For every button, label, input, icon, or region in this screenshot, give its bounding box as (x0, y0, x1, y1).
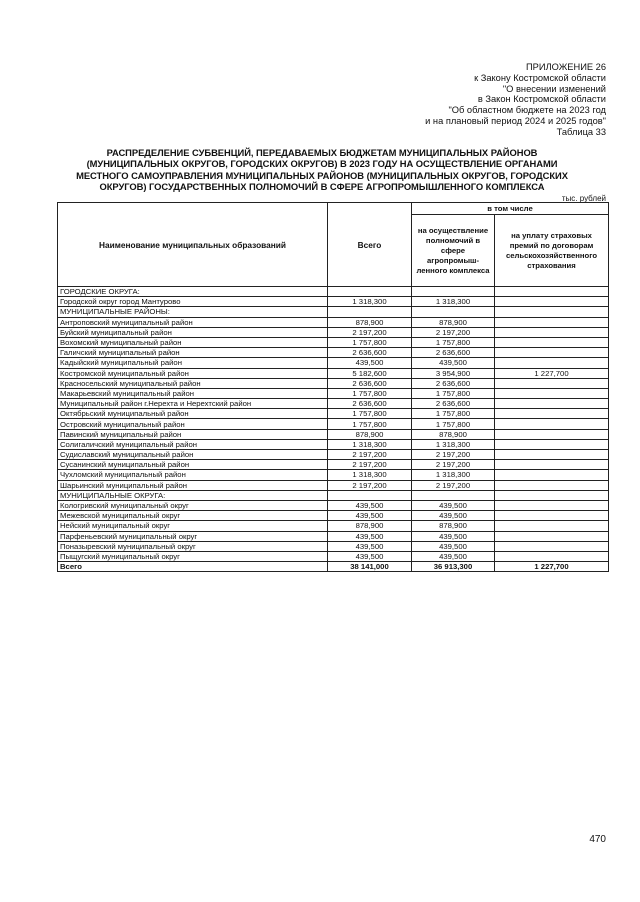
table-row (58, 287, 609, 297)
row-agro-powers (412, 307, 495, 317)
table-row (58, 409, 609, 419)
total-insurance: 1 227,700 (495, 562, 609, 572)
row-total: 439,500 (328, 541, 412, 551)
total-label: Всего (58, 562, 328, 572)
row-insurance: 1 227,700 (495, 368, 609, 378)
row-insurance (495, 409, 609, 419)
row-total: 439,500 (328, 358, 412, 368)
total-row (58, 562, 609, 572)
row-insurance (495, 470, 609, 480)
row-name: Межевской муниципальный округ (58, 511, 328, 521)
table-row (58, 388, 609, 398)
row-agro-powers (412, 287, 495, 297)
row-insurance (495, 480, 609, 490)
table-row (58, 337, 609, 347)
table-row (58, 541, 609, 551)
row-total: 1 757,800 (328, 388, 412, 398)
row-insurance (495, 511, 609, 521)
table-row (58, 490, 609, 500)
row-name: Чухломский муниципальный район (58, 470, 328, 480)
table-row (58, 307, 609, 317)
row-name: Сусанинский муниципальный район (58, 460, 328, 470)
row-insurance (495, 348, 609, 358)
table-row (58, 500, 609, 510)
row-agro-powers: 439,500 (412, 531, 495, 541)
row-total: 1 318,300 (328, 470, 412, 480)
row-agro-powers: 2 197,200 (412, 327, 495, 337)
row-insurance (495, 439, 609, 449)
row-total: 878,900 (328, 429, 412, 439)
appendix-line: в Закон Костромской области (477, 94, 606, 105)
row-agro-powers: 2 636,600 (412, 399, 495, 409)
row-name: Поназыревский муниципальный округ (58, 541, 328, 551)
table-row (58, 297, 609, 307)
row-insurance (495, 337, 609, 347)
table-row (58, 511, 609, 521)
row-total: 439,500 (328, 551, 412, 561)
row-name: Кадыйский муниципальный район (58, 358, 328, 368)
row-agro-powers: 2 197,200 (412, 450, 495, 460)
row-total (328, 307, 412, 317)
row-total (328, 490, 412, 500)
row-total: 5 182,600 (328, 368, 412, 378)
table-row (58, 348, 609, 358)
table-row (58, 480, 609, 490)
row-name: Костромской муниципальный район (58, 368, 328, 378)
row-agro-powers: 1 757,800 (412, 409, 495, 419)
row-name: МУНИЦИПАЛЬНЫЕ ОКРУГА: (58, 490, 328, 500)
row-total: 878,900 (328, 521, 412, 531)
row-name: Антроповский муниципальный район (58, 317, 328, 327)
table-number: Таблица 33 (556, 126, 606, 137)
row-name: Кологривский муниципальный округ (58, 500, 328, 510)
row-agro-powers: 878,900 (412, 317, 495, 327)
row-name: МУНИЦИПАЛЬНЫЕ РАЙОНЫ: (58, 307, 328, 317)
row-total: 1 318,300 (328, 297, 412, 307)
table-row (58, 439, 609, 449)
table-row (58, 531, 609, 541)
row-agro-powers (412, 490, 495, 500)
row-total (328, 287, 412, 297)
row-name: Шарьинский муниципальный район (58, 480, 328, 490)
total-agro-powers: 36 913,300 (412, 562, 495, 572)
row-insurance (495, 429, 609, 439)
row-insurance (495, 551, 609, 561)
table-row (58, 450, 609, 460)
row-agro-powers: 439,500 (412, 541, 495, 551)
table-row (58, 551, 609, 561)
row-total: 2 197,200 (328, 460, 412, 470)
row-insurance (495, 531, 609, 541)
table-row (58, 521, 609, 531)
table-row (58, 429, 609, 439)
row-agro-powers: 2 636,600 (412, 378, 495, 388)
header-agro-powers: на осуществление полномочий в сфере агропромыш-ленного комплекса (412, 215, 495, 287)
document-title (52, 147, 592, 193)
row-agro-powers: 1 318,300 (412, 297, 495, 307)
units-label: тыс. рублей (561, 194, 606, 203)
row-name: Пыщугский муниципальный округ (58, 551, 328, 561)
row-agro-powers: 2 197,200 (412, 480, 495, 490)
row-total: 1 318,300 (328, 439, 412, 449)
row-agro-powers: 2 197,200 (412, 460, 495, 470)
row-name: Макарьевский муниципальный район (58, 388, 328, 398)
appendix-line: и на плановый период 2024 и 2025 годов" (425, 115, 606, 126)
row-total: 2 636,600 (328, 348, 412, 358)
row-insurance (495, 419, 609, 429)
table-row (58, 368, 609, 378)
appendix-line: ПРИЛОЖЕНИЕ 26 (526, 62, 606, 72)
header-insurance: на уплату страховых премий по договорам сельскохозяйственного страхования (495, 215, 609, 287)
row-total: 439,500 (328, 531, 412, 541)
row-name: Парфеньевский муниципальный округ (58, 531, 328, 541)
row-insurance (495, 327, 609, 337)
row-name: Нейский муниципальный округ (58, 521, 328, 531)
row-agro-powers: 878,900 (412, 521, 495, 531)
row-total: 2 636,600 (328, 399, 412, 409)
row-insurance (495, 307, 609, 317)
row-insurance (495, 358, 609, 368)
row-name: ГОРОДСКИЕ ОКРУГА: (58, 287, 328, 297)
total-sum: 38 141,000 (328, 562, 412, 572)
row-name: Муниципальный район г.Нерехта и Нерехтский район (58, 399, 328, 409)
header-total: Всего (328, 203, 412, 287)
row-name: Буйский муниципальный район (58, 327, 328, 337)
row-name: Солигаличский муниципальный район (58, 439, 328, 449)
table-row (58, 460, 609, 470)
row-insurance (495, 460, 609, 470)
row-total: 2 197,200 (328, 450, 412, 460)
row-agro-powers: 1 318,300 (412, 470, 495, 480)
row-agro-powers: 1 757,800 (412, 419, 495, 429)
table-row (58, 317, 609, 327)
row-name: Павинский муниципальный район (58, 429, 328, 439)
title-line: МЕСТНОГО САМОУПРАВЛЕНИЯ МУНИЦИПАЛЬНЫХ РАЙОНОВ (МУНИЦИПАЛЬНЫХ ОКРУГОВ, ГОРОДСКИХ (76, 169, 568, 181)
table-body (58, 287, 609, 572)
row-insurance (495, 521, 609, 531)
row-insurance (495, 500, 609, 510)
row-agro-powers: 3 954,900 (412, 368, 495, 378)
row-insurance (495, 388, 609, 398)
row-agro-powers: 439,500 (412, 511, 495, 521)
row-insurance (495, 378, 609, 388)
row-total: 1 757,800 (328, 419, 412, 429)
table-row (58, 399, 609, 409)
row-total: 2 636,600 (328, 378, 412, 388)
appendix-line: "О внесении изменений (502, 83, 606, 94)
row-total: 439,500 (328, 500, 412, 510)
header-name: Наименование муниципальных образований (58, 203, 328, 287)
appendix-line: "Об областном бюджете на 2023 год (448, 105, 606, 116)
page-number: 470 (589, 834, 606, 845)
row-insurance (495, 297, 609, 307)
row-agro-powers: 1 757,800 (412, 388, 495, 398)
row-agro-powers: 878,900 (412, 429, 495, 439)
appendix-header (306, 62, 606, 138)
table-row (58, 470, 609, 480)
table-row (58, 358, 609, 368)
table-row (58, 327, 609, 337)
row-agro-powers: 1 318,300 (412, 439, 495, 449)
row-total: 2 197,200 (328, 327, 412, 337)
row-total: 878,900 (328, 317, 412, 327)
row-insurance (495, 399, 609, 409)
row-total: 2 197,200 (328, 480, 412, 490)
row-name: Красносельский муниципальный район (58, 378, 328, 388)
row-agro-powers: 2 636,600 (412, 348, 495, 358)
appendix-line: к Закону Костромской области (474, 72, 606, 83)
row-total: 439,500 (328, 511, 412, 521)
row-insurance (495, 490, 609, 500)
row-total: 1 757,800 (328, 337, 412, 347)
row-name: Судиславский муниципальный район (58, 450, 328, 460)
table-row (58, 419, 609, 429)
row-total: 1 757,800 (328, 409, 412, 419)
row-name: Островский муниципальный район (58, 419, 328, 429)
header-including: в том числе (412, 203, 609, 215)
row-name: Октябрьский муниципальный район (58, 409, 328, 419)
title-line: (МУНИЦИПАЛЬНЫХ ОКРУГОВ, ГОРОДСКИХ ОКРУГОВ) В 2023 ГОДУ НА ОСУЩЕСТВЛЕНИЕ ОРГАНАМИ (86, 158, 558, 170)
table-row (58, 378, 609, 388)
row-agro-powers: 439,500 (412, 551, 495, 561)
row-agro-powers: 1 757,800 (412, 337, 495, 347)
title-line: ОКРУГОВ) ГОСУДАРСТВЕННЫХ ПОЛНОМОЧИЙ В СФЕРЕ АГРОПРОМЫШЛЕННОГО КОМПЛЕКСА (99, 181, 545, 193)
row-agro-powers: 439,500 (412, 358, 495, 368)
row-name: Галичский муниципальный район (58, 348, 328, 358)
row-insurance (495, 541, 609, 551)
title-line: РАСПРЕДЕЛЕНИЕ СУБВЕНЦИЙ, ПЕРЕДАВАЕМЫХ БЮДЖЕТАМ МУНИЦИПАЛЬНЫХ РАЙОНОВ (106, 147, 538, 158)
row-name: Городской округ город Мантурово (58, 297, 328, 307)
row-insurance (495, 287, 609, 297)
row-insurance (495, 450, 609, 460)
row-name: Вохомский муниципальный район (58, 337, 328, 347)
subvention-table (57, 202, 609, 572)
row-insurance (495, 317, 609, 327)
row-agro-powers: 439,500 (412, 500, 495, 510)
